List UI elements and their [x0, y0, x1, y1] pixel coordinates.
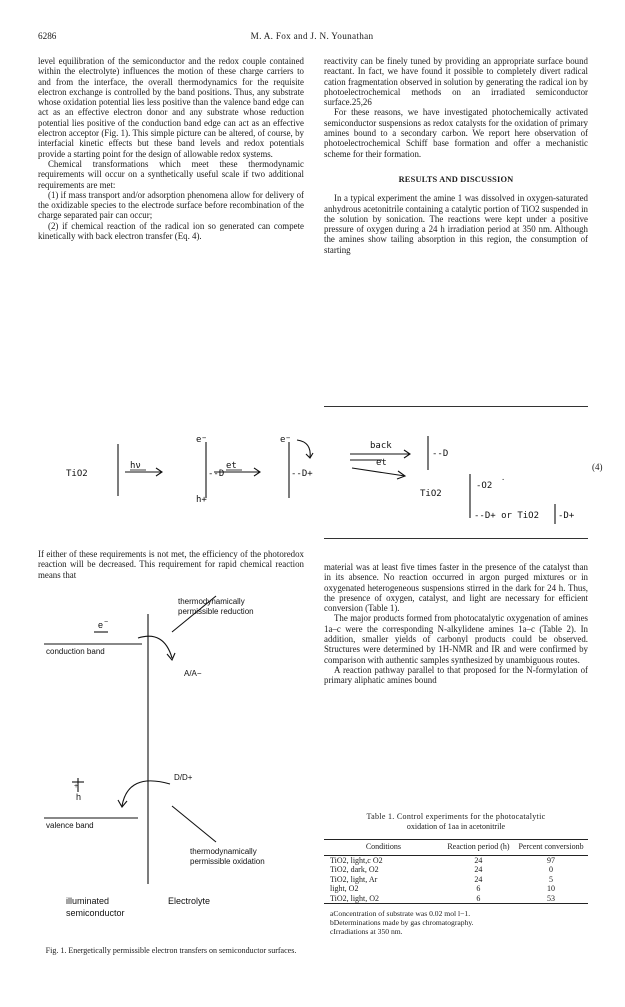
scheme-back: back — [370, 441, 392, 451]
scheme-surface-donor: -D+ — [558, 511, 575, 521]
table-header: Reaction period (h) — [447, 842, 510, 851]
body-paragraph: reactivity can be finely tuned by providing an appropriate surface bound reactant. In fact, we have found it possible to completely divert radical cation fragmentation observed in solution by generating the radical ion by photoelectrochemical methods on an irradiated semiconductor surface.25,26 — [324, 56, 588, 108]
table-cell: light, O2 — [330, 884, 359, 893]
body-paragraph: material was at least five times faster in the presence of the catalyst than in its absence. No reaction occurred in argon purged mixtures or in oxygenated heterogeneous suspensions stirred in the dark for 24 h. Thus, the presence of oxygen, catalyst, and light are necessary for efficient conversion (Table 1). — [324, 562, 588, 614]
scheme-tio2: TiO2 — [66, 469, 88, 479]
table-cell: 5 — [549, 874, 554, 884]
table-cell: 6 — [476, 884, 481, 893]
table-caption-line1: Table 1. Control experiments for the photocatalytic — [366, 812, 546, 821]
table-row — [324, 894, 588, 904]
table-cell: TiO2, dark, O2 — [330, 865, 379, 874]
fig-hole: h — [76, 792, 82, 802]
table-cell: TiO2, light, O2 — [330, 893, 380, 903]
scheme-bottom-rule — [324, 538, 588, 539]
body-paragraph: The major products formed from photocatalytic oxygenation of amines 1a–c were the corresponding N-alkylidene amines 1a–c (Table 2). In addition, smaller yields of carbonyl products could be observed. Structures were determined by 1H-NMR and IR and were confirmed by comparison with authentic samples synthesized by unambiguous routes. — [324, 613, 588, 665]
scheme-donor: --D — [208, 469, 225, 479]
table-cell: 24 — [474, 874, 483, 884]
left-column-top — [38, 56, 304, 241]
table-cell: TiO2, light,c O2 — [330, 855, 383, 865]
fig-valence-band: valence band — [46, 821, 94, 830]
section-heading: RESULTS AND DISCUSSION — [398, 174, 514, 184]
svg-text:·: · — [501, 476, 506, 484]
table-cell: 53 — [547, 893, 556, 903]
equation-number: (4) — [592, 462, 603, 472]
fig-thermo-oxidation-line1: thermodynamically — [190, 847, 257, 856]
scheme-top-rule — [324, 406, 588, 407]
table-cell: TiO2, light, Ar — [330, 874, 378, 884]
scheme-hv: hν — [130, 461, 141, 471]
scheme-hole: h+ — [196, 495, 207, 505]
body-paragraph: If either of these requirements is not met, the efficiency of the photoredox reaction will be decreased. This requirement for rapid chemical reaction means that — [38, 549, 304, 580]
body-paragraph: In a typical experiment the amine 1 was dissolved in oxygen-saturated anhydrous acetonitrile containing a catalytic portion of TiO2 suspended in the solution by sonication. The reactions were kept under a positive pressure of oxygen during a 24 h irradiation period at 350 nm. Although the amines show tailing absorption in this region, the consumption of starting — [324, 193, 588, 255]
requirement-item: (1) if mass transport and/or adsorption phenomena allow for delivery of the oxidizable species to the electrode surface before recombination of the charge separated pair can occur; — [38, 189, 304, 221]
body-paragraph: Chemical transformations which meet these thermodynamic requirements will occur on a synthetically useful scale if two additional requirements are met: — [38, 158, 304, 190]
svg-text:−: − — [202, 434, 207, 442]
table-header: Conditions — [365, 842, 401, 851]
scheme-superoxide: -O2 — [476, 481, 493, 491]
table-cell: 24 — [474, 855, 483, 865]
table-caption-line2: oxidation of 1aa in acetonitrile — [406, 821, 506, 831]
table-cell: 6 — [476, 893, 481, 903]
table-cell: 0 — [549, 865, 554, 874]
fig-semiconductor: semiconductor — [66, 908, 125, 918]
fig-thermo-oxidation-line2: permissible oxidation — [190, 857, 265, 866]
table-cell: 10 — [547, 884, 556, 893]
figure-1 — [38, 584, 304, 962]
table-footnotes — [324, 909, 588, 937]
fig-electron: e — [98, 620, 104, 630]
requirement-item: (2) if chemical reaction of the radical ion so generated can compete kinetically with back electron transfer (Eq. 4). — [38, 220, 304, 242]
svg-text:+: + — [74, 783, 79, 790]
fig-thermo-reduction-line1: thermodynamically — [178, 597, 245, 606]
scheme-electron: e — [280, 435, 286, 445]
body-paragraph: level equilibration of the semiconductor and the redox couple contained within the electrolyte) influences the motion of these charge carriers to and from the interface, the overall thermodynamics for the requisite electron exchange is controlled by the band positions. Thus, any substrate whose oxidation potential lies less positive than the valence band edge can act as an effective electron donor and any substrate whose reduction potential lies positive of the conduction band edge can act as an effective electron acceptor (Fig. 1). This simple picture can be altered, of course, by interfacial kinetic effects but these band levels and redox potentials provide a starting point for the design of allowable redox systems. — [38, 56, 304, 159]
scheme-product-donor: --D — [432, 449, 449, 459]
page-number: 6286 — [38, 31, 57, 41]
scheme-electron: e — [196, 435, 202, 445]
fig-illuminated: illuminated — [66, 896, 110, 906]
table-row — [324, 875, 588, 885]
fig-donor-couple: D/D+ — [174, 773, 193, 782]
table-footnote: bDeterminations made by gas chromatography. — [330, 918, 474, 928]
scheme-donor-radical-cation: --D+ — [291, 469, 313, 479]
table-1 — [324, 812, 588, 937]
fig-electrolyte: Electrolyte — [168, 896, 211, 906]
svg-text:−: − — [286, 434, 291, 442]
running-header — [38, 31, 586, 45]
scheme-tio2-b: TiO2 — [420, 489, 442, 499]
body-paragraph: A reaction pathway parallel to that proposed for the N-formylation of primary aliphatic amines bound — [324, 664, 588, 686]
left-column-middle — [38, 549, 304, 580]
figure-caption: Fig. 1. Energetically permissible electron transfers on semiconductor surfaces. — [45, 946, 297, 955]
table-footnote: aConcentration of substrate was 0.02 mol l−1. — [330, 909, 471, 918]
table-header: Percent conversionb — [518, 842, 584, 851]
control-experiments-table — [324, 839, 588, 904]
fig-conduction-band: conduction band — [46, 647, 105, 656]
table-row — [324, 884, 588, 894]
table-row — [324, 865, 588, 875]
fig-acceptor-couple: A/A− — [184, 669, 202, 678]
body-paragraph: For these reasons, we have investigated photochemically activated semiconductor suspensions as redox catalysts for the oxidation of primary amines bound to a secondary carbon. We report here observation of photoelectrochemical Schiff base formation and offer a mechanistic scheme for their formation. — [324, 107, 588, 159]
table-cell: 24 — [474, 865, 483, 874]
svg-text:−: − — [104, 619, 109, 626]
right-column-top — [324, 56, 588, 255]
scheme-et-back: et — [376, 458, 387, 468]
reaction-scheme — [30, 418, 605, 528]
right-column-middle — [324, 562, 588, 686]
table-row — [324, 855, 588, 865]
table-footnote: cIrradiations at 350 nm. — [330, 927, 403, 937]
table-caption — [324, 812, 588, 831]
scheme-et: et — [226, 461, 237, 471]
scheme-donor-or: --D+ or TiO2 — [474, 511, 540, 521]
running-authors: M. A. Fox and J. N. Younathan — [250, 31, 374, 41]
fig-thermo-reduction-line2: permissible reduction — [178, 607, 254, 616]
table-cell: 97 — [547, 855, 556, 865]
